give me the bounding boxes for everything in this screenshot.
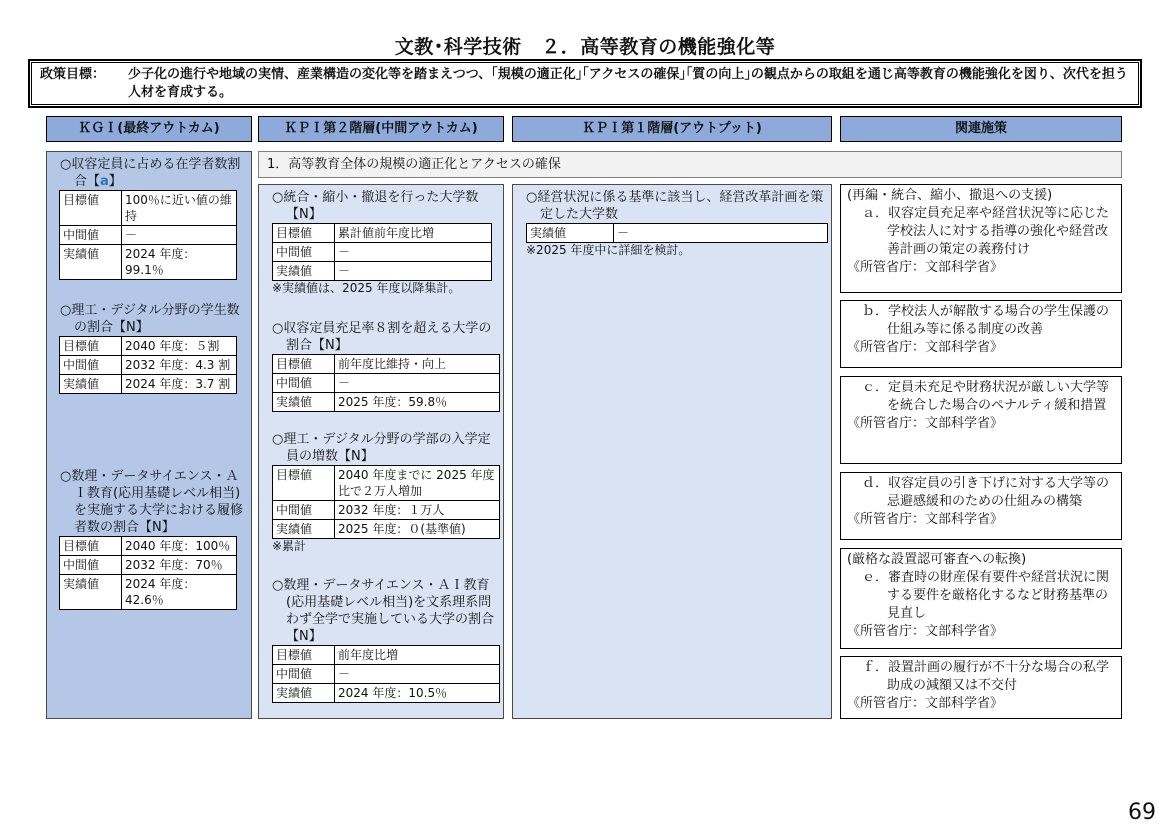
kgi-1-tag: a bbox=[100, 174, 109, 189]
kpi2-column bbox=[258, 184, 504, 719]
kgi-2-table bbox=[59, 336, 237, 394]
table-row: 中間値 － bbox=[273, 665, 500, 684]
measure-e: (厳格な設置認可審査への転換) ｅ．審査時の財産保有要件や経営状況に関する要件を厳格化するなど財務基準の見直し 《所管省庁：文部科学省》 bbox=[840, 548, 1122, 649]
kgi-column bbox=[46, 151, 252, 719]
table-row: 実績値 2024 年度：99.1％ bbox=[60, 245, 237, 280]
kpi1-table bbox=[526, 223, 828, 243]
page-title: 文教･科学技術 ２．高等教育の機能強化等 bbox=[394, 36, 776, 58]
table-row: 目標値 前年度比増 bbox=[273, 646, 500, 665]
header-kpi2: ＫＰＩ第２階層(中間アウトカム) bbox=[258, 116, 504, 142]
table-row: 実績値 2025 年度：59.8％ bbox=[273, 393, 500, 412]
table-row: 目標値 100％に近い値の維持 bbox=[60, 191, 237, 226]
kpi2-2-table bbox=[272, 354, 500, 412]
policy-goal-text: 少子化の進行や地域の実情、産業構造の変化等を踏まえつつ、｢規模の適正化｣｢アクセスの確保｣｢質の向上｣の観点からの取組を通じ高等教育の機能強化を図り、次代を担う人材を育成する。 bbox=[128, 67, 1128, 100]
header-measures: 関連施策 bbox=[840, 116, 1122, 142]
kpi1-column bbox=[512, 184, 832, 719]
measure-c: ｃ．定員未充足や財務状況が厳しい大学等を統合した場合のペナルティ緩和措置 《所管省庁：文部科学省》 bbox=[840, 376, 1122, 464]
table-row: 目標値 累計値前年度比増 bbox=[273, 224, 492, 243]
kgi-1-table bbox=[59, 190, 237, 280]
table-row: 中間値 2032 年度：１万人 bbox=[273, 501, 500, 520]
header-kpi1: ＫＰＩ第１階層(アウトプット) bbox=[512, 116, 832, 142]
page-number: 69 bbox=[1128, 800, 1156, 825]
kpi1-note: ※2025 年度中に詳細を検討。 bbox=[526, 243, 691, 257]
table-row: 実績値 2025 年度：０(基準値) bbox=[273, 520, 500, 539]
table-row: 目標値 前年度比維持・向上 bbox=[273, 355, 500, 374]
measure-b: ｂ．学校法人が解散する場合の学生保護の仕組み等に係る制度の改善 《所管省庁：文部科学省》 bbox=[840, 300, 1122, 368]
kpi2-4-table bbox=[272, 645, 500, 703]
kpi2-1-table bbox=[272, 223, 492, 281]
table-row: 中間値 2032 年度：4.3 割 bbox=[60, 356, 237, 375]
table-row: 実績値 － bbox=[273, 262, 492, 281]
kpi2-indicator-2: ○収容定員充足率８割を超える大学の割合【N】 目標値 前年度比維持・向上 中間値 － 実績値 2025 年度：59.8％ bbox=[272, 320, 498, 412]
table-row: 中間値 － bbox=[60, 226, 237, 245]
kgi-3-table bbox=[59, 536, 237, 610]
table-row: 中間値 － bbox=[273, 243, 492, 262]
measure-f: ｆ．設置計画の履行が不十分な場合の私学助成の減額又は不交付 《所管省庁：文部科学省》 bbox=[840, 656, 1122, 719]
section-title: 1．高等教育全体の規模の適正化とアクセスの確保 bbox=[258, 151, 1122, 178]
table-row: 実績値 2024 年度：3.7 割 bbox=[60, 375, 237, 394]
kpi1-indicator-1: ○経営状況に係る基準に該当し、経営改革計画を策定した大学数 実績値 － ※2025 年度中に詳細を検討。 bbox=[526, 189, 828, 258]
kpi2-3-note: ※累計 bbox=[272, 539, 307, 553]
kpi2-indicator-4: ○数理・データサイエンス・ＡＩ教育(応用基礎レベル相当)を文系理系問わず全学で実施している大学の割合【N】 目標値 前年度比増 中間値 － 実績値 2024 年度：10.5％ bbox=[272, 577, 498, 703]
kgi-indicator-1 bbox=[60, 156, 245, 280]
table-row: 目標値 2040 年度までに 2025 年度比で２万人増加 bbox=[273, 466, 500, 501]
table-row: 中間値 2032 年度：70％ bbox=[60, 556, 237, 575]
table-row: 目標値 2040 年度：100％ bbox=[60, 537, 237, 556]
kpi2-1-note: ※実績値は、2025 年度以降集計。 bbox=[272, 281, 461, 295]
measure-a: (再編・統合、縮小、撤退への支援) ａ．収容定員充足率や経営状況等に応じた学校法人に対する指導の強化や経営改善計画の策定の義務付け 《所管省庁：文部科学省》 bbox=[840, 184, 1122, 293]
header-kgi: ＫＧＩ(最終アウトカム) bbox=[46, 116, 252, 142]
table-row: 実績値 2024 年度：42.6％ bbox=[60, 575, 237, 610]
kpi2-3-table bbox=[272, 465, 500, 539]
policy-goal bbox=[29, 60, 1141, 107]
table-row: 実績値 2024 年度：10.5％ bbox=[273, 684, 500, 703]
kgi-1-title-tail: 】 bbox=[108, 174, 122, 189]
table-row: 実績値 － bbox=[527, 224, 828, 243]
policy-goal-label: 政策目標： bbox=[40, 67, 106, 82]
kgi-1-title: ○収容定員に占める在学者数割合【 bbox=[60, 157, 241, 189]
kgi-indicator-2: ○理工・デジタル分野の学生数の割合【N】 目標値 2040 年度：５割 中間値 2032 年度：4.3 割 実績値 2024 年度：3.7 割 bbox=[60, 302, 245, 394]
kpi2-indicator-3: ○理工・デジタル分野の学部の入学定員の増数【N】 目標値 2040 年度までに 2025 年度比で２万人増加 中間値 2032 年度：１万人 実績値 2025 年度：０(基準値) ※累計 bbox=[272, 431, 498, 554]
table-row: 中間値 － bbox=[273, 374, 500, 393]
table-row: 目標値 2040 年度：５割 bbox=[60, 337, 237, 356]
kgi-indicator-3: ○数理・データサイエンス・ＡＩ教育(応用基礎レベル相当)を実施する大学における履修者数の割合【N】 目標値 2040 年度：100％ 中間値 2032 年度：70％ 実績値 2024 年度：42.6％ bbox=[60, 468, 245, 610]
measure-d: ｄ．収容定員の引き下げに対する大学等の忌避感緩和のための仕組みの構築 《所管省庁：文部科学省》 bbox=[840, 472, 1122, 540]
kpi2-indicator-1: ○統合・縮小・撤退を行った大学数【N】 目標値 累計値前年度比増 中間値 － 実績値 － ※実績値は、2025 年度以降集計。 bbox=[272, 189, 498, 296]
